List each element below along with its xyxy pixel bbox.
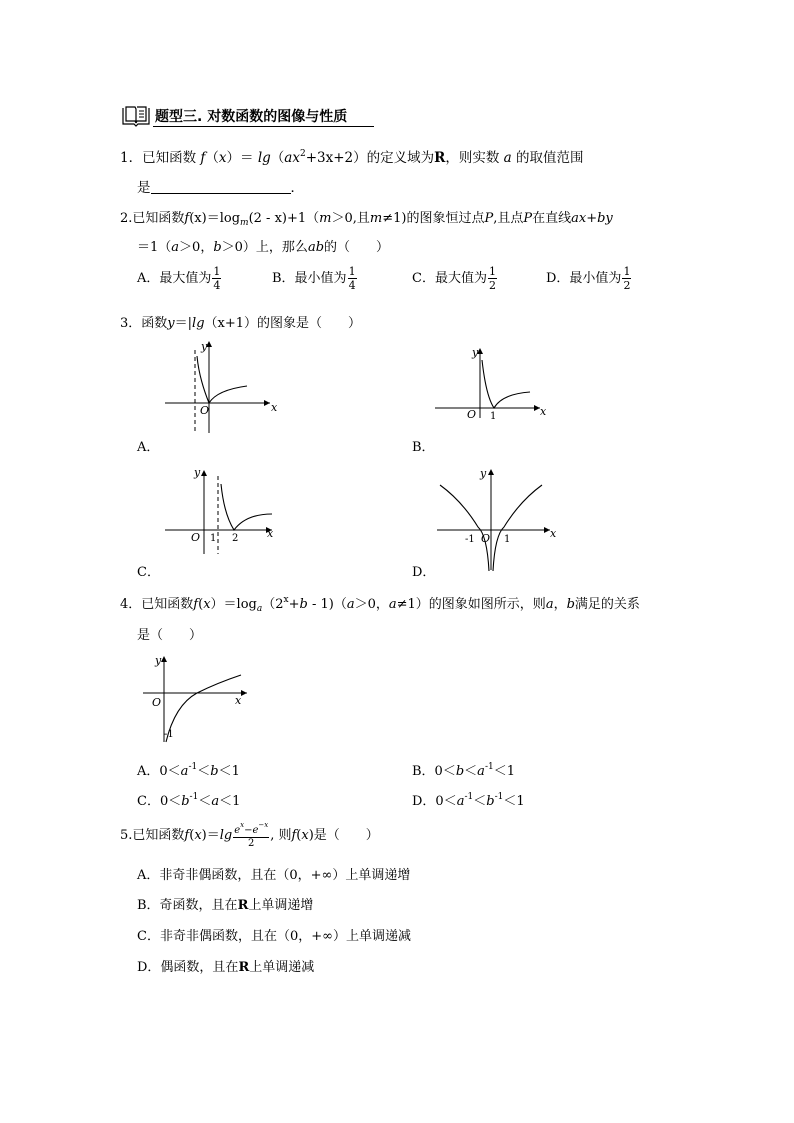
q5-option-a[interactable]: A．非奇非偶函数，且在（0，+∞）上单调递增 bbox=[137, 868, 411, 883]
graph-c-y-label: y bbox=[194, 466, 201, 479]
question-4-line2: 是（ ） bbox=[137, 628, 203, 643]
graph-c-x-label: x bbox=[267, 527, 274, 540]
q2-option-b[interactable]: B．最小值为 $\frac{1}{4}$ bbox=[272, 265, 356, 292]
graph-c-tick-2: 2 bbox=[232, 533, 239, 544]
q4-option-b[interactable]: B．$0<b<a^{-1}<1$ bbox=[412, 762, 515, 779]
graph-a-y-label: y bbox=[201, 340, 208, 353]
graph-d-curve-left bbox=[440, 485, 489, 571]
q4-option-c[interactable]: C．$0<b^{-1}<a<1$ bbox=[137, 792, 241, 809]
q2-option-a[interactable]: A．最大值为 $\frac{1}{4}$ bbox=[137, 265, 221, 292]
question-5: 5.已知函数f(x)＝lg $\frac{e^x-e^{-x}}{2}$ , 则f(x)是（ ） bbox=[120, 821, 379, 849]
graph-a-x-label: x bbox=[271, 401, 278, 414]
graph-a-label[interactable]: A． bbox=[137, 440, 160, 455]
book-icon bbox=[121, 104, 151, 128]
graph-a bbox=[155, 338, 285, 438]
question-3: 3．函数y＝|lg（x+1）的图象是（ ） bbox=[120, 316, 362, 331]
graph-b-label[interactable]: B． bbox=[412, 440, 435, 455]
graph-c-tick-1: 1 bbox=[210, 533, 217, 544]
graph-d-tick-neg1: -1 bbox=[465, 534, 475, 545]
question-1: 1．已知函数 $f(x)= \lg(ax^2+3x+2)$的定义域为R，则实数 a 的取值范围 bbox=[120, 149, 584, 166]
graph-d-curve-right bbox=[493, 485, 542, 571]
q2-option-c[interactable]: C．最大值为 $\frac{1}{2}$ bbox=[412, 265, 496, 292]
question-4: 4．已知函数$f(x)=\log_a(2^x+b - 1)(a>0$，a≠1）的图象如图所示，则a，b满足的关系 bbox=[120, 595, 640, 614]
graph-d-tick-1: 1 bbox=[504, 534, 511, 545]
q4-option-d[interactable]: D．$0<a^{-1}<b^{-1}<1$ bbox=[412, 792, 525, 809]
graph-d-origin: O bbox=[481, 532, 491, 545]
graph-b-x-label: x bbox=[540, 405, 547, 418]
graph-b-origin: O bbox=[467, 408, 477, 421]
graph-q4-tick-neg1: -1 bbox=[164, 729, 174, 740]
graph-a-origin: O bbox=[200, 404, 210, 417]
graph-a-curve bbox=[197, 356, 247, 403]
graph-q4-curve bbox=[166, 675, 241, 742]
question-2-line2: ＝1（a＞0，b＞0）上，那么ab的（ ） bbox=[137, 240, 390, 255]
q5-option-d[interactable]: D．偶函数，且在R上单调递减 bbox=[137, 960, 315, 975]
graph-d bbox=[432, 465, 562, 575]
graph-q4-x-label: x bbox=[235, 694, 242, 707]
graph-c-label[interactable]: C． bbox=[137, 565, 160, 580]
graph-c-curve bbox=[221, 484, 272, 530]
q4-option-a[interactable]: A．$0<a^{-1}<b<1$ bbox=[137, 762, 240, 779]
graph-b-y-label: y bbox=[472, 346, 479, 359]
question-2: 2.已知函数$f(x)=\log_m(2 - x)+1(m>0$,且m≠1)的图象恒过点P,且点P在直线ax+by bbox=[120, 211, 613, 228]
answer-blank[interactable] bbox=[151, 182, 291, 194]
q5-option-c[interactable]: C．非奇非偶函数，且在（0，+∞）上单调递减 bbox=[137, 929, 411, 944]
graph-b-tick-1: 1 bbox=[490, 411, 497, 422]
graph-d-x-label: x bbox=[550, 527, 557, 540]
graph-b bbox=[430, 338, 560, 428]
graph-c bbox=[160, 462, 285, 562]
section-underline bbox=[153, 126, 374, 127]
q2-option-d[interactable]: D．最小值为 $\frac{1}{2}$ bbox=[546, 265, 631, 292]
graph-q4 bbox=[135, 650, 255, 745]
graph-d-y-label: y bbox=[480, 467, 487, 480]
graph-q4-y-label: y bbox=[155, 654, 162, 667]
question-1-line2: 是 ． bbox=[137, 180, 304, 196]
q5-option-b[interactable]: B．奇函数，且在R上单调递增 bbox=[137, 898, 314, 913]
graph-q4-origin: O bbox=[152, 696, 162, 709]
section-title: 题型三. 对数函数的图像与性质 bbox=[155, 109, 348, 125]
graph-d-label[interactable]: D． bbox=[412, 565, 436, 580]
graph-c-origin: O bbox=[191, 531, 201, 544]
graph-b-curve bbox=[482, 360, 530, 408]
